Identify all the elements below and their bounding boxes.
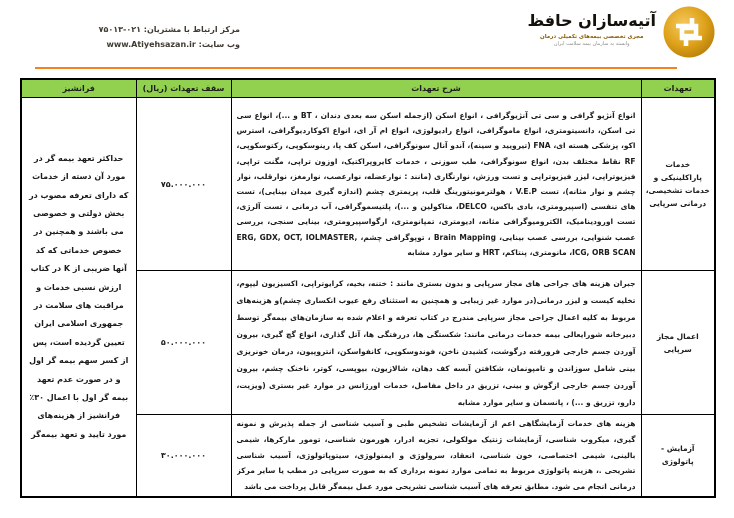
commitment-description-cell [231,415,641,497]
header-commitments: تعهدات [641,79,715,98]
header-ceiling: سقف تعهدات (ریال) [136,79,231,98]
ceiling-amount: ۷۵.۰۰۰.۰۰۰ [136,98,231,271]
logo-title: آتیه‌سازان حافظ [527,11,656,30]
commitments-table [20,78,716,498]
ceiling-amount: ۵۰.۰۰۰.۰۰۰ [136,271,231,415]
commitment-description: جبران هزینه های جراحی های مجاز سرپایی و بدون بستری مانند : ختنه، بخیه، کرایوتراپی، اکسیزیون لیپوم، تخلیه کیست و لیزر درمانی(در موارد غیر زیبایی و همچنین به استثنای رفع عیوب انکساری چشم)و هزینه‌های مربوط به کلیه اعمال جراحی مجاز سرپایی مندرج در کتاب تعرفه و اعلام شده به سازمان‌های بیمه‌گر توسط دبیرخانه شورایعالی بیمه خدمات درمانی مانند: شکستگی ها، دررفتگی ها، آتل گذاری، انواع گچ گیری، بیرون آوردن جسم خارجی فرورفته درگوشت، کشیدن ناخن، فوندوسکوپی، کانفواسکن، انتروپیون، درمان خونریزی بینی شامل سوزاندن و تامپونمان، شکافتن آبسه کف دهان، شالازیون، بیوپسی، کوتر، ناخنک چشم، بیرون آوردن جسم خارجی ازگوش و بینی، تزریق در داخل مفاصل، خدمات اورژانس در موارد غیر بستری (ویزیت، دارو، تزریق و ...) ، پانسمان و سایر موارد مشابه [236,278,636,407]
logo-subtitle-2: وابسته به سازمان بیمه سلامت ایران [553,41,630,47]
contact-website: وب سایت: www.Atiyehsazan.ir [106,40,240,49]
company-logo [527,5,716,59]
gold-knot-logo-icon [662,5,716,59]
ceiling-amount: ۳۰.۰۰۰.۰۰۰ [136,415,231,497]
orange-divider [35,67,677,69]
commitment-name: آزمایش - پاتولوژی [641,415,715,497]
contact-phone: مرکز ارتباط با مشتریان: ۰۲۱-۷۵۰۱۳ [98,25,240,34]
header-franchise: فرانشیز [21,79,136,98]
commitment-description: انواع آنژیو گرافی و سی تی آنژیوگرافی ، انواع اسکن (ازجمله اسکن سه بعدی دندان ، BT و ...)، انواع سی تی اسکن، دانسیتومتری، انواع ماموگرافی، انواع رادیولوژی، انواع ام آر ای، انواع اکوکاردیوگرافی، استرس اکو، پزشکی هسته ای، FNA (تیرویید و سینه)، آندو آنال سونوگرافی، اسکن کف پا، رینوسکوپی، رکتوسکوپی، RF نقاط مختلف بدن، انواع سونوگرافی، طب سوزنی ، خدمات کایروپراکتیک، اوزون تراپی، مگنت تراپی، فیزیوتراپی، لیزر فیزیوتراپی و تست ورزش، نوارنگاری (مانند : نوارعضله، نوارعصب، نوارمغز، نوارقلب، نوار چشم و نوار مثانه)، تست V.E.P ، هولترمونیتورینگ قلب، پریمتری چشم (اندازه گیری میدان بینایی)، تست های تنفسی (اسپیرومتری، بادی باکس، DELCO، متاکولین و ...)، پلتیسموگرافی، آب درمانی ، تست آلرژی، تست اورودینامیک، الکترومیوگرافی مثانه، ادیومتری، تمپانومتری، ارگواسپیرومتری، بینایی سنجی، بررسی عصب شنوایی، بررسی عصب بینایی، Brain Mapping ، توپوگرافی چشم، ERG, GDX, OCT, IOLMASTER, ICG, ORB SCAN، مانومتری، پنتاکم، HRT و سایر موارد مشابه [236,110,636,257]
contact-info [78,22,240,52]
header-description: شرح تعهدات [231,79,641,98]
commitment-name: اعمال مجاز سرپایی [641,271,715,415]
commitment-description: هزینه های خدمات آزمایشگاهی اعم از آزمایشات تشخیص طبی و آسیب شناسی از جمله پذیرش و نمونه گیری، میکروب شناسی، آزمایشات ژنتیک مولکولی، تجزیه ادرار، هورمون شناسی، تومور مارکرها، شیمی بالینی، شیمی اختصاصی، خون شناسی، انعقاد، سرولوژی و ایمنولوژی، سیتوپاتولوژی، آسیب شناسی تشریحی .، هزینه پاتولوژی مربوط به تمامی موارد نمونه برداری که به صورت سرپایی در مطب یا سایر مرکز درمانی انجام می شود. مطابق تعرفه های آسیب شناسی تشریحی مورد عمل بیمه‌گر قابل پرداخت می باشد [236,419,636,492]
table-row [21,98,715,271]
commitment-description-cell [231,271,641,415]
franchise-note: حداکثر تعهد بیمه گر در مورد آن دسته از خدمات که دارای تعرفه مصوب در بخش دولتی و خصوصی می باشند و همچنین در خصوص خدماتی که کد آنها ضریبی از K در کتاب ارزش نسبی خدمات و مراقبت های سلامت در جمهوری اسلامی ایران تعیین گردیده است، پس از کسر سهم بیمه گر اول و در صورت عدم تعهد بیمه گر اول با اعمال ۳۰٪ فرانشیز از هزینه‌های مورد تایید و تعهد بیمه‌گر [21,98,136,497]
table-header-row [21,79,715,98]
commitment-description-cell [231,98,641,271]
commitment-name: خدمات پاراکلینیکی و خدمات تشخیصی، درمانی سرپایی [641,98,715,271]
logo-text [527,11,656,47]
logo-subtitle-1: مجری تخصصی بیمه‌های تکمیلی درمان [540,34,644,40]
